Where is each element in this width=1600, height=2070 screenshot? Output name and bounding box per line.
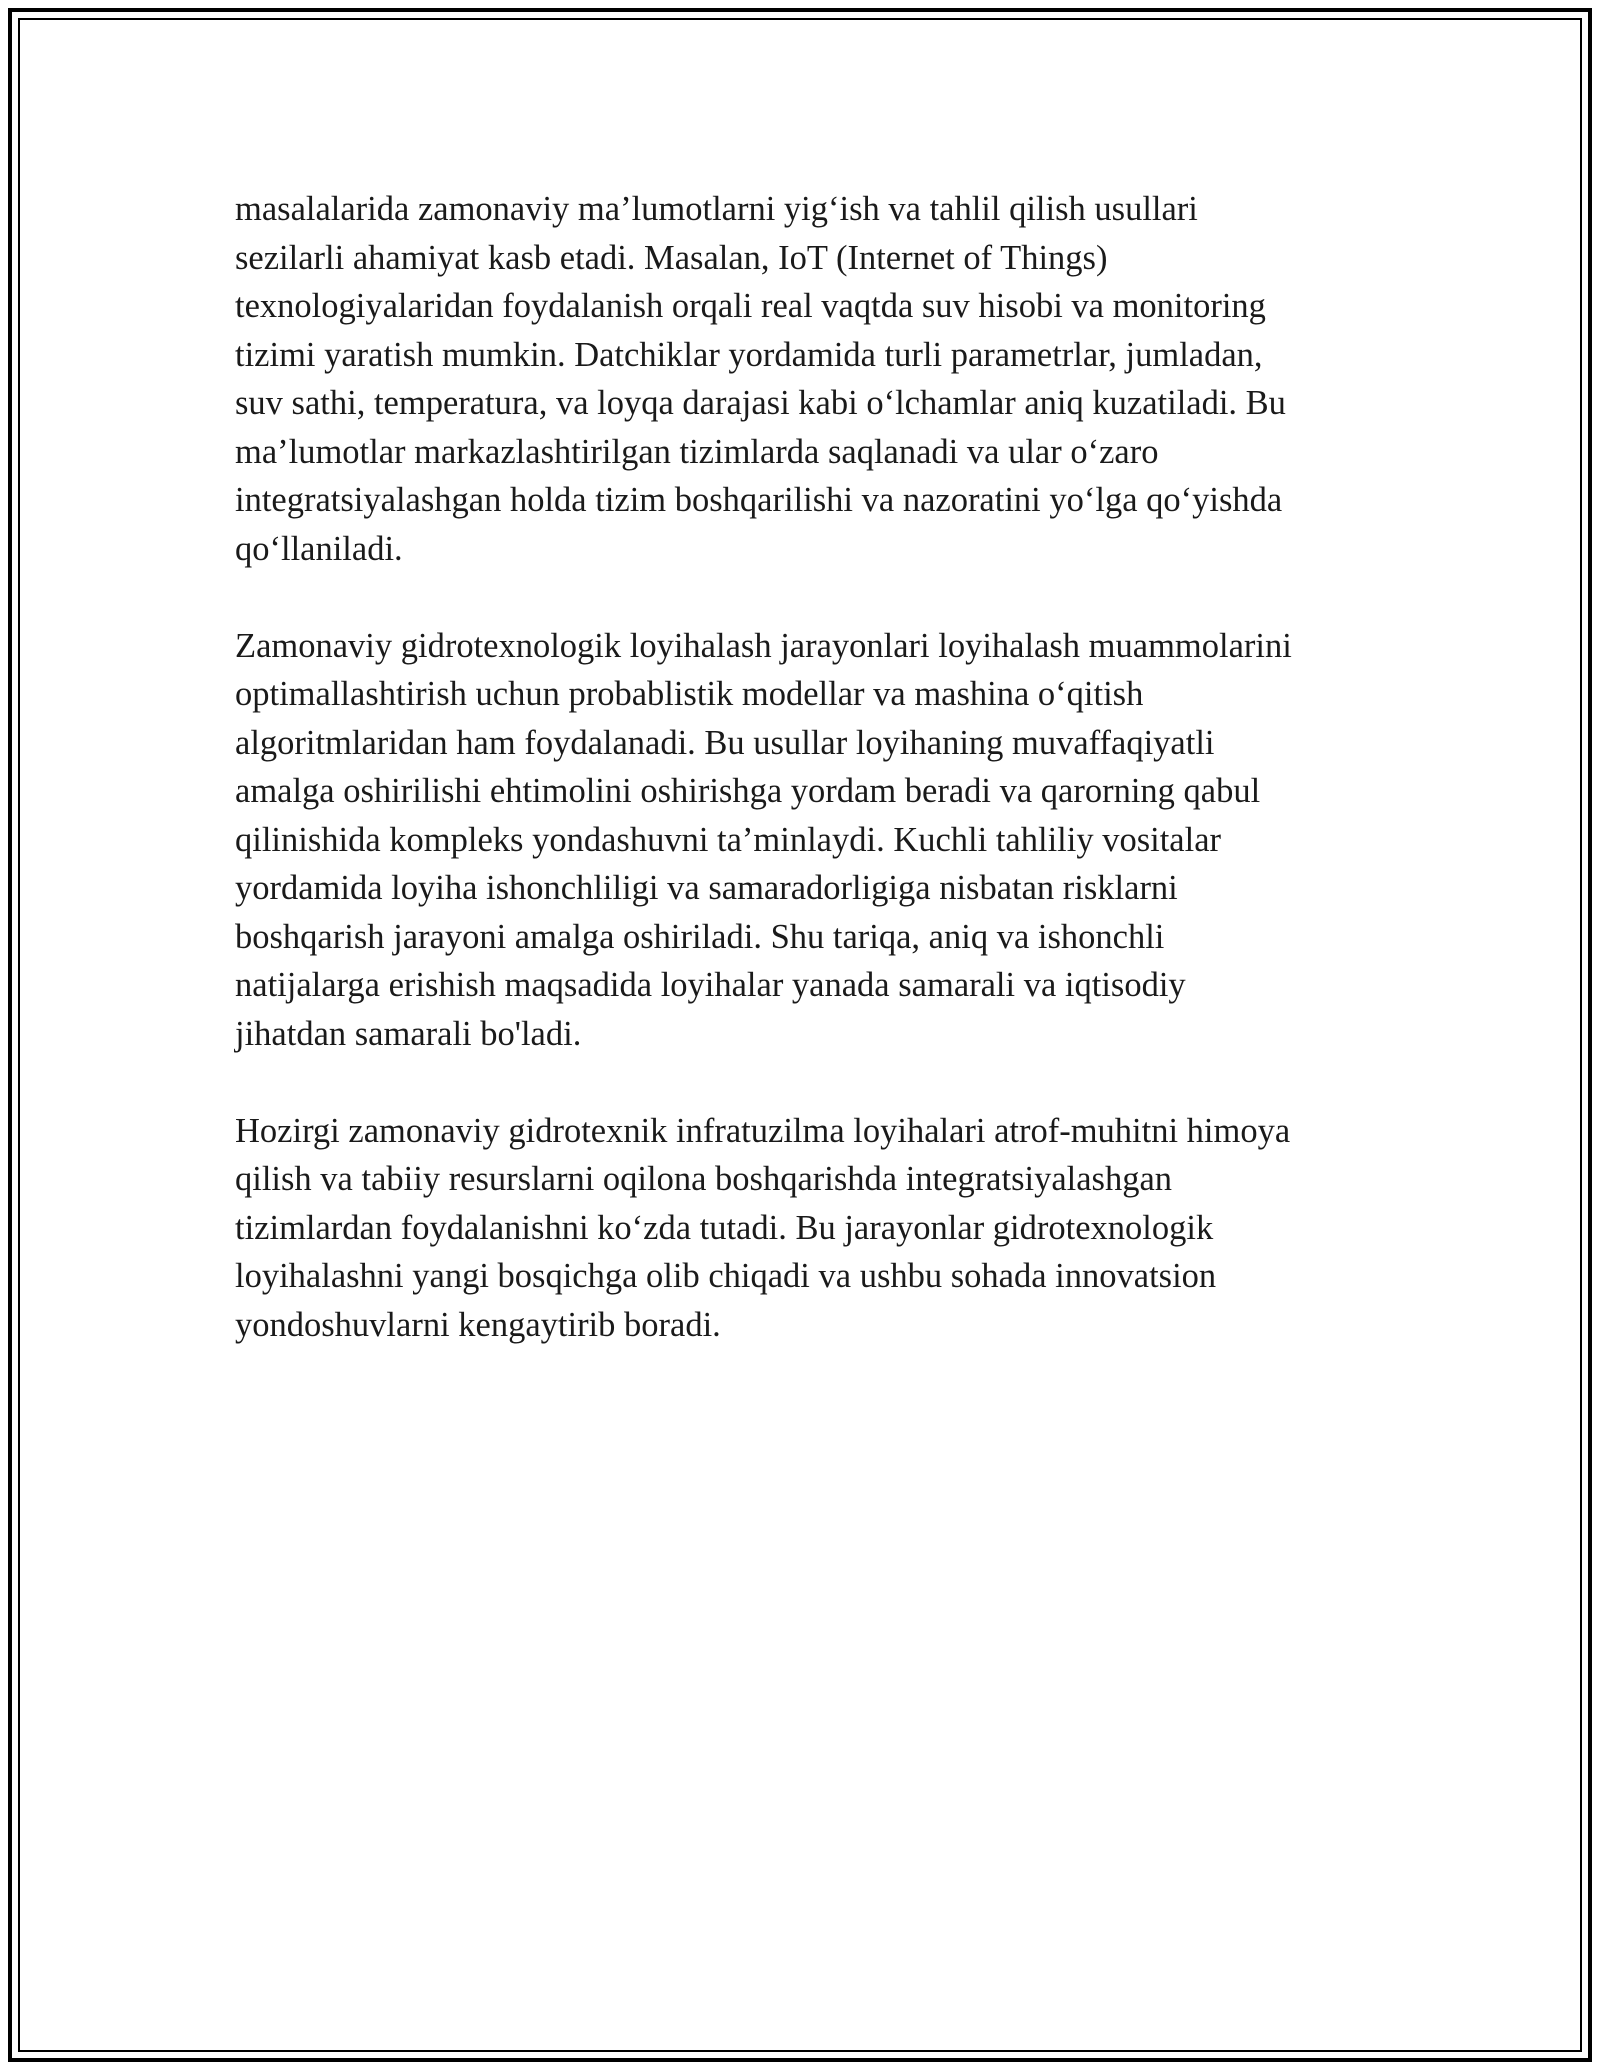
paragraph-2: Zamonaviy gidrotexnologik loyihalash jarayonlari loyihalash muammolarini optimallashtirish uchun probablistik modellar va mashina o‘qitish algoritmlaridan ham foydalanadi. Bu usullar loyihaning muvaffaqiyatli amalga oshirilishi ehtimolini oshirishga yordam beradi va qarorning qabul qilinishida kompleks yondashuvni ta’minlaydi. Kuchli tahliliy vositalar yordamida loyiha ishonchliligi va samaradorligiga nisbatan risklarni boshqarish jarayoni amalga oshiriladi. Shu tariqa, aniq va ishonchli natijalarga erishish maqsadida loyihalar yanada samarali va iqtisodiy jihatdan samarali bo'ladi.	[235, 626, 1292, 1053]
paragraph-1: masalalarida zamonaviy ma’lumotlarni yig‘ish va tahlil qilish usullari sezilarli ahamiyat kasb etadi. Masalan, IoT (Internet of Things) texnologiyalaridan foydalanish orqali real vaqtda suv hisobi va monitoring tizimi yaratish mumkin. Datchiklar yordamida turli parametrlar, jumladan, suv sathi, temperatura, va loyqa darajasi kabi o‘lchamlar aniq kuzatiladi. Bu ma’lumotlar markazlashtirilgan tizimlarda saqlanadi va ular o‘zaro integratsiyalashgan holda tizim boshqarilishi va nazoratini yo‘lga qo‘yishda qo‘llaniladi.	[235, 190, 1286, 568]
paragraph-3: Hozirgi zamonaviy gidrotexnik infratuzilma loyihalari atrof-muhitni himoya qilish va tabiiy resurslarni oqilona boshqarishda integratsiyalashgan tizimlardan foydalanishni ko‘zda tutadi. Bu jarayonlar gidrotexnologik loyihalashni yangi bosqichga olib chiqadi va ushbu sohada innovatsion yondoshuvlarni kengaytirib boradi.	[235, 1111, 1291, 1344]
document-body	[235, 185, 1375, 1398]
